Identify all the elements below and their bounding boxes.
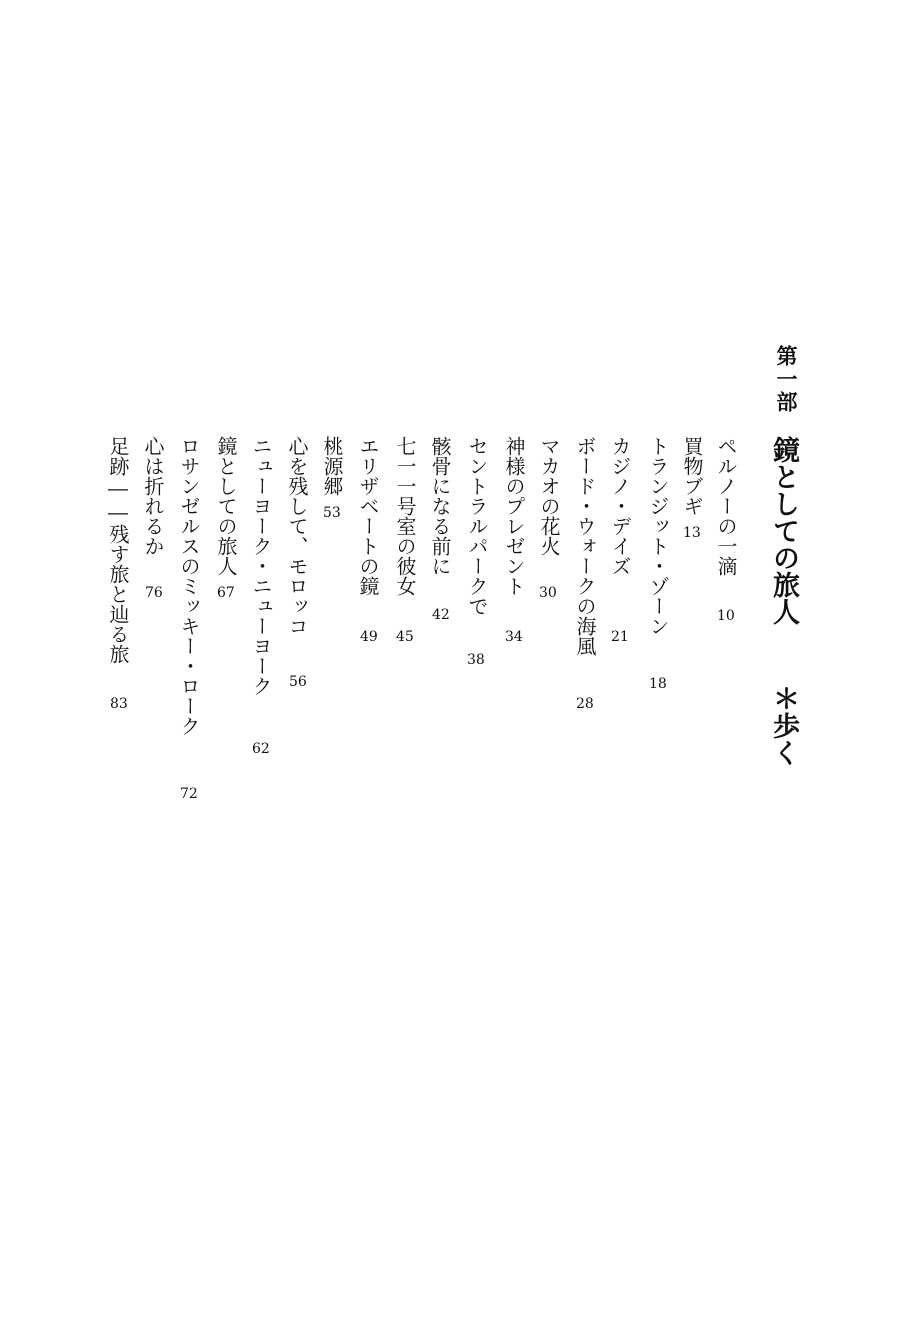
part-label: 第一部 bbox=[774, 345, 799, 414]
toc-entry-title[interactable]: エリザベートの鏡 bbox=[356, 436, 380, 596]
toc-entry-title[interactable]: ロサンゼルスのミッキー・ローク bbox=[177, 436, 201, 736]
part-title-column bbox=[770, 436, 797, 766]
toc-entry-title[interactable]: マカオの花火 bbox=[537, 436, 561, 556]
toc-entry-page: 53 bbox=[323, 505, 341, 521]
toc-entry-page: 72 bbox=[180, 786, 198, 802]
toc-entry-page: 62 bbox=[252, 741, 270, 757]
toc-entry-title[interactable]: 鏡としての旅人 bbox=[214, 436, 238, 576]
part-title: 鏡としての旅人 bbox=[768, 436, 799, 625]
toc-entry-title[interactable]: 骸骨になる前に bbox=[428, 436, 452, 576]
toc-entry-page: 30 bbox=[539, 585, 557, 601]
toc-entry-page: 28 bbox=[576, 696, 594, 712]
toc-entry-title[interactable]: ニューヨーク・ニューヨーク bbox=[249, 436, 273, 696]
toc-entry-page: 34 bbox=[505, 629, 523, 645]
toc-entry-title[interactable]: 桃源郷 bbox=[320, 436, 344, 496]
toc-entry-page: 42 bbox=[432, 607, 450, 623]
toc-entry-title[interactable]: ボード・ウォークの海風 bbox=[573, 436, 597, 656]
toc-entry-title[interactable]: ペルノーの一滴 bbox=[714, 436, 738, 576]
toc-entry-title[interactable]: セントラルパークで bbox=[465, 436, 489, 616]
toc-entry-page: 76 bbox=[145, 585, 163, 601]
toc-entry-title[interactable]: 神様のプレゼント bbox=[502, 436, 526, 596]
toc-entry-title[interactable]: カジノ・デイズ bbox=[608, 436, 632, 576]
part-subtitle: ＊歩く bbox=[768, 685, 799, 766]
toc-entry-page: 10 bbox=[717, 608, 735, 624]
toc-entry-page: 83 bbox=[110, 696, 128, 712]
toc-entry-page: 13 bbox=[683, 525, 701, 541]
toc-entry-title[interactable]: トランジット・ゾーン bbox=[646, 436, 670, 636]
toc-entry-title[interactable]: 心を残して、モロッコ bbox=[285, 436, 309, 636]
toc-entry-title[interactable]: 心は折れるか bbox=[141, 436, 165, 556]
toc-entry-page: 18 bbox=[649, 676, 667, 692]
toc-entry-page: 49 bbox=[360, 629, 378, 645]
toc-entry-title[interactable]: 買物ブギ bbox=[680, 436, 704, 516]
toc-entry-title[interactable]: 足跡――残す旅と辿る旅 bbox=[106, 436, 130, 664]
toc-entry-page: 38 bbox=[467, 652, 485, 668]
toc-entry-title[interactable]: 七一一号室の彼女 bbox=[393, 436, 417, 596]
toc-entry-page: 45 bbox=[396, 629, 414, 645]
toc-entry-page: 56 bbox=[289, 674, 307, 690]
toc-entry-page: 21 bbox=[611, 629, 629, 645]
toc-entry-page: 67 bbox=[217, 585, 235, 601]
